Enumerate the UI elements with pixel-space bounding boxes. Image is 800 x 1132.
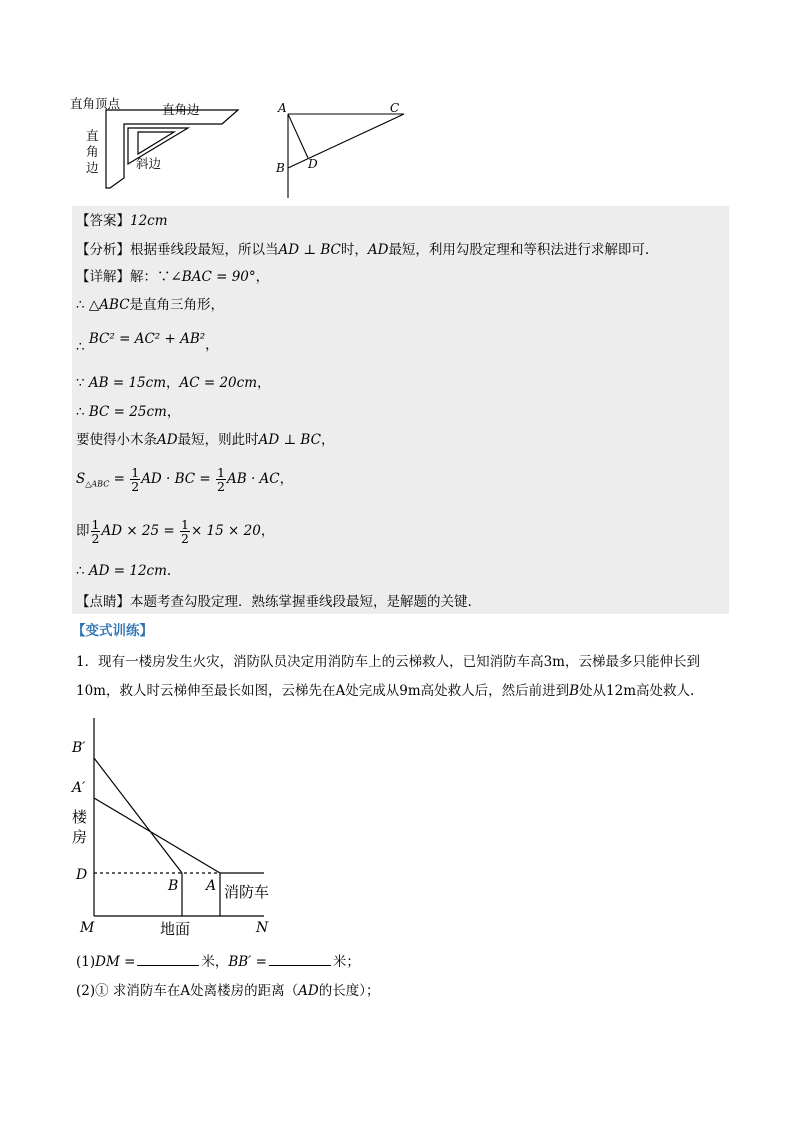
subquestion-2-text-a: (2)① 求消防车在	[76, 983, 181, 999]
analysis-line	[76, 241, 649, 259]
therefore-symbol: ∴	[76, 297, 85, 313]
subquestion-2-text-c: 的长度）；	[318, 983, 380, 999]
comment-text: 本题考查勾股定理．熟练掌握垂线段最短，是解题的关键.	[130, 594, 472, 610]
label-d-fig3: D	[76, 867, 88, 883]
half-fraction	[216, 466, 226, 493]
step-3	[76, 330, 219, 355]
right-side-top-label: 直角边	[162, 103, 200, 117]
step-2-text: 是直角三角形，	[129, 297, 225, 313]
analysis-expr: AD ⊥ BC	[278, 242, 341, 258]
step-7-term-2: AB · AC	[227, 471, 280, 487]
subquestion-2-point-a: A	[180, 983, 191, 999]
step-6-text-a: 要使得小木条	[76, 432, 157, 448]
point-b-ref: B	[569, 683, 580, 699]
analysis-text-a: 根据垂线段最短，所以当	[130, 242, 279, 258]
step-4-tail: ，	[257, 375, 271, 391]
question-text-2a: ，救人时云梯伸至最长如图，云梯先在	[105, 683, 336, 699]
analysis-ad: AD	[367, 242, 389, 258]
subquestion-1-prefix: (1)	[76, 954, 96, 970]
question-text-1b: ，云梯最多只能伸长到	[564, 654, 700, 670]
step-6-tail: ，	[320, 432, 335, 448]
building-label-2: 房	[72, 830, 88, 846]
fraction-numerator: 1	[91, 517, 100, 532]
step-6-text-b: 最短，则此时	[177, 432, 259, 448]
question-text-2c: 高处救人后，然后前进到	[420, 683, 570, 699]
fraction-numerator: 1	[131, 465, 140, 480]
half-fraction	[180, 518, 190, 545]
step-5-expr: BC = 25cm	[88, 404, 167, 420]
step-4-sep: ，	[166, 375, 180, 391]
label-a: A	[278, 101, 287, 115]
answer-tag: 【答案】	[76, 213, 130, 229]
step-9-tail: .	[166, 563, 172, 579]
half-fraction	[91, 518, 101, 545]
step-7-term-1: AD · BC =	[141, 471, 211, 487]
label-b-fig3: B	[168, 878, 179, 894]
subquestion-2-text-b: 处离楼房的距离（	[190, 983, 299, 999]
therefore-symbol: ∴	[76, 563, 85, 579]
unit-1: 米，	[201, 954, 229, 970]
bb-answer-blank[interactable]	[269, 953, 331, 966]
dm-expr: DM =	[95, 954, 136, 970]
question-text-1a: 1．现有一楼房发生火灾，消防队员决定用消防车上的云梯救人，已知消防车高	[76, 654, 544, 670]
fraction-denominator: 2	[217, 479, 225, 494]
label-n: N	[256, 920, 269, 936]
label-a-fig3: A	[206, 878, 217, 894]
subquestion-2	[76, 982, 380, 1000]
detail-tag: 【详解】	[76, 269, 130, 285]
step-9	[76, 562, 171, 580]
fire-ladder-figure	[70, 712, 280, 944]
question-text-2e: 高处救人.	[636, 683, 695, 699]
step-7	[76, 466, 293, 494]
question-text-2b: 处完成从	[345, 683, 400, 699]
fraction-numerator: 1	[181, 517, 189, 532]
area-subscript: △ABC	[85, 479, 110, 489]
set-square-outline	[106, 110, 238, 188]
step-6	[76, 431, 334, 449]
label-a-prime: A′	[72, 780, 86, 796]
fraction-denominator: 2	[181, 531, 189, 546]
detail-line	[76, 268, 269, 286]
subquestion-1	[76, 953, 360, 971]
truck-height: 3m	[543, 654, 565, 670]
label-b: B	[276, 161, 285, 175]
comment-line	[76, 593, 472, 611]
bb-expr: BB′ =	[228, 954, 267, 970]
step-5	[76, 403, 180, 421]
fraction-numerator: 1	[217, 465, 225, 480]
detail-comma: ，	[255, 269, 270, 285]
step-9-expr: AD = 12cm	[88, 563, 167, 579]
ladder-length: 10m	[76, 683, 106, 699]
step-2	[76, 296, 224, 314]
hypotenuse-label: 斜边	[136, 157, 162, 171]
unit-2: 米；	[332, 954, 360, 970]
comment-tag: 【点睛】	[76, 594, 130, 610]
subquestion-2-ad: AD	[298, 983, 319, 999]
question-text-2d: 处从	[579, 683, 607, 699]
question-line-2	[76, 682, 694, 700]
truck-label: 消防车	[224, 885, 270, 901]
label-b-prime: B′	[72, 740, 86, 756]
right-side-left-label-2: 角	[86, 145, 99, 159]
point-a-ref: A	[335, 683, 346, 699]
ground-label: 地面	[160, 922, 191, 938]
segment-ad	[288, 114, 308, 158]
equals-sign: =	[113, 471, 125, 487]
dm-answer-blank[interactable]	[137, 953, 199, 966]
variant-header: 【变式训练】	[72, 623, 153, 639]
height-9m: 9m	[399, 683, 421, 699]
fraction-denominator: 2	[91, 531, 100, 546]
detail-expr: ∠BAC = 90°	[170, 269, 256, 285]
area-symbol: S	[76, 471, 86, 487]
step-6-ad: AD	[157, 432, 178, 448]
step-8	[76, 518, 274, 545]
fraction-denominator: 2	[131, 479, 140, 494]
building-label-1: 楼	[72, 810, 88, 826]
step-8-text: 即	[76, 523, 90, 539]
step-8-term-2: × 15 × 20	[190, 523, 261, 539]
height-12m: 12m	[606, 683, 637, 699]
vertex-label: 直角顶点	[70, 97, 121, 111]
right-side-left-label-3: 边	[86, 161, 99, 175]
segment-bc	[288, 114, 404, 168]
analysis-text-b: 时，	[340, 242, 368, 258]
step-4	[76, 374, 271, 392]
step-3-tail: ，	[205, 337, 219, 353]
ladder-from-a	[94, 798, 220, 873]
analysis-tag: 【分析】	[76, 242, 130, 258]
step-3-expr: BC² = AC² + AB²	[88, 331, 206, 347]
detail-text: 解：∵	[130, 269, 171, 285]
right-side-left-label-1: 直	[86, 129, 99, 143]
step-4-expr-ac: AC = 20cm	[179, 375, 258, 391]
step-2-expr: △ABC	[88, 297, 130, 313]
therefore-symbol: ∴	[76, 404, 85, 420]
step-4-expr-ab: AB = 15cm	[88, 375, 166, 391]
set-square-figure	[70, 96, 250, 192]
step-7-tail: ，	[279, 471, 294, 487]
question-line-1	[76, 653, 700, 671]
analysis-text-c: 最短，利用勾股定理和等积法进行求解即可.	[388, 242, 650, 258]
step-6-expr: AD ⊥ BC	[258, 432, 321, 448]
label-d: D	[308, 157, 318, 171]
step-8-term-1: AD × 25 =	[101, 523, 175, 539]
ladder-from-b	[94, 758, 182, 873]
step-8-tail: ，	[260, 523, 275, 539]
answer-line	[76, 212, 168, 230]
step-5-tail: ，	[166, 404, 181, 420]
label-c: C	[390, 101, 400, 115]
answer-value: 12cm	[130, 213, 168, 229]
half-fraction	[130, 466, 140, 493]
label-m: M	[80, 920, 95, 936]
therefore-symbol: ∴	[76, 339, 85, 355]
because-symbol: ∵	[76, 375, 85, 391]
triangle-figure	[272, 98, 412, 200]
